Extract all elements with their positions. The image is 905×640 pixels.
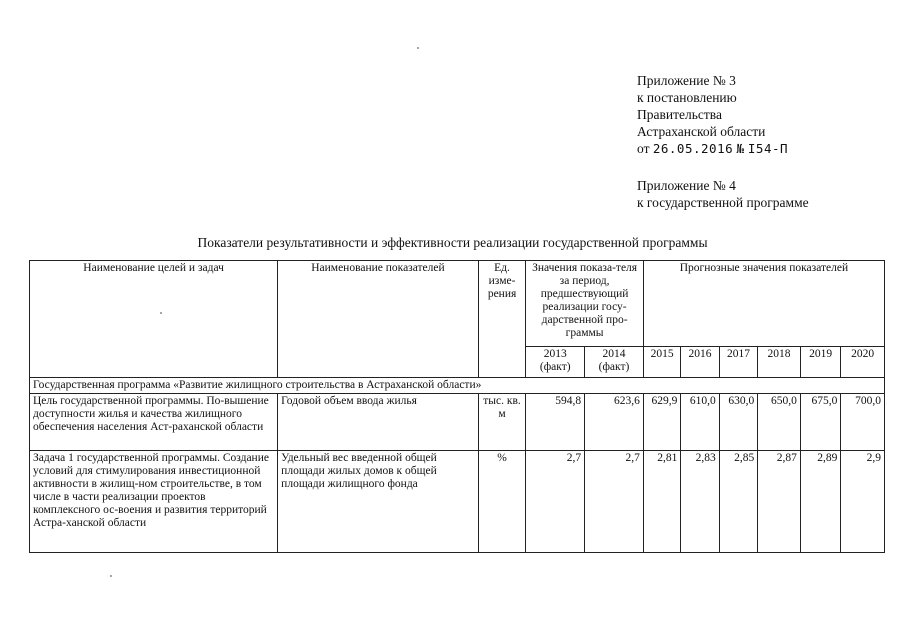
- table-row: [30, 394, 885, 451]
- appendix-4-line2: к государственной программе: [637, 195, 809, 210]
- goal-cell: Цель государственной программы. По-вышение доступности жилья и качества жилищного обеспечения населения Аст-раханской области: [30, 394, 278, 451]
- value-2020: 700,0: [841, 394, 885, 451]
- year-2017: 2017: [719, 347, 757, 378]
- year-2015: 2015: [643, 347, 680, 378]
- value-2018: 650,0: [758, 394, 801, 451]
- program-name: Государственная программа «Развитие жилищного строительства в Астраханской области»: [30, 378, 885, 394]
- scan-speck: [417, 47, 419, 49]
- goal-cell: Задача 1 государственной программы. Создание условий для стимулирования инвестиционной активности в жилищ-ном строительстве, в том числе в части реализации проектов комплексного ос-воения и развития территорий Астра-ханской области: [30, 451, 278, 553]
- appendix-3-line4: Астраханской области: [637, 124, 766, 139]
- number-sign: №: [736, 141, 745, 156]
- scan-speck: [110, 575, 112, 577]
- resolution-number: I54-П: [747, 141, 789, 156]
- header-goals: Наименование целей и задач: [30, 261, 278, 378]
- resolution-date: 26.05.2016: [652, 141, 734, 156]
- scan-speck: [160, 312, 162, 314]
- year-2020: 2020: [841, 347, 885, 378]
- appendix-4-block: [637, 177, 809, 211]
- year-2013: 2013 (факт): [526, 347, 585, 378]
- value-2013: 2,7: [526, 451, 585, 553]
- value-2016: 610,0: [681, 394, 719, 451]
- header-unit: Ед. изме-рения: [478, 261, 526, 378]
- header-indicators: Наименование показателей: [278, 261, 479, 378]
- year-2016: 2016: [681, 347, 719, 378]
- value-2015: 629,9: [643, 394, 680, 451]
- indicators-table: [29, 260, 885, 553]
- value-2020: 2,9: [841, 451, 885, 553]
- year-2014: 2014 (факт): [585, 347, 644, 378]
- unit-cell: тыс. кв. м: [478, 394, 526, 451]
- date-prefix: от: [637, 141, 650, 156]
- indicator-cell: Удельный вес введенной общей площади жилых домов к общей площади жилищного фонда: [278, 451, 479, 553]
- appendix-3-line3: Правительства: [637, 107, 722, 122]
- appendix-3-date-line: [637, 140, 788, 157]
- header-row: [30, 261, 885, 347]
- value-2017: 2,85: [719, 451, 757, 553]
- header-forecast-values: Прогнозные значения показателей: [643, 261, 884, 347]
- appendix-3-line2: к постановлению: [637, 90, 737, 105]
- unit-cell: %: [478, 451, 526, 553]
- program-row: [30, 378, 885, 394]
- year-2018: 2018: [758, 347, 801, 378]
- appendix-3-title: Приложение № 3: [637, 73, 736, 88]
- value-2015: 2,81: [643, 451, 680, 553]
- appendix-4-title: Приложение № 4: [637, 178, 736, 193]
- value-2014: 623,6: [585, 394, 644, 451]
- value-2018: 2,87: [758, 451, 801, 553]
- value-2019: 2,89: [800, 451, 841, 553]
- indicator-cell: Годовой объем ввода жилья: [278, 394, 479, 451]
- appendix-3-block: [637, 72, 788, 157]
- table-row: [30, 451, 885, 553]
- value-2019: 675,0: [800, 394, 841, 451]
- value-2013: 594,8: [526, 394, 585, 451]
- document-title: Показатели результативности и эффективности реализации государственной программы: [197, 235, 708, 250]
- value-2017: 630,0: [719, 394, 757, 451]
- header-previous-values: Значения показа-теля за период, предшествующий реализации госу-дарственной про-граммы: [526, 261, 644, 347]
- value-2014: 2,7: [585, 451, 644, 553]
- value-2016: 2,83: [681, 451, 719, 553]
- year-2019: 2019: [800, 347, 841, 378]
